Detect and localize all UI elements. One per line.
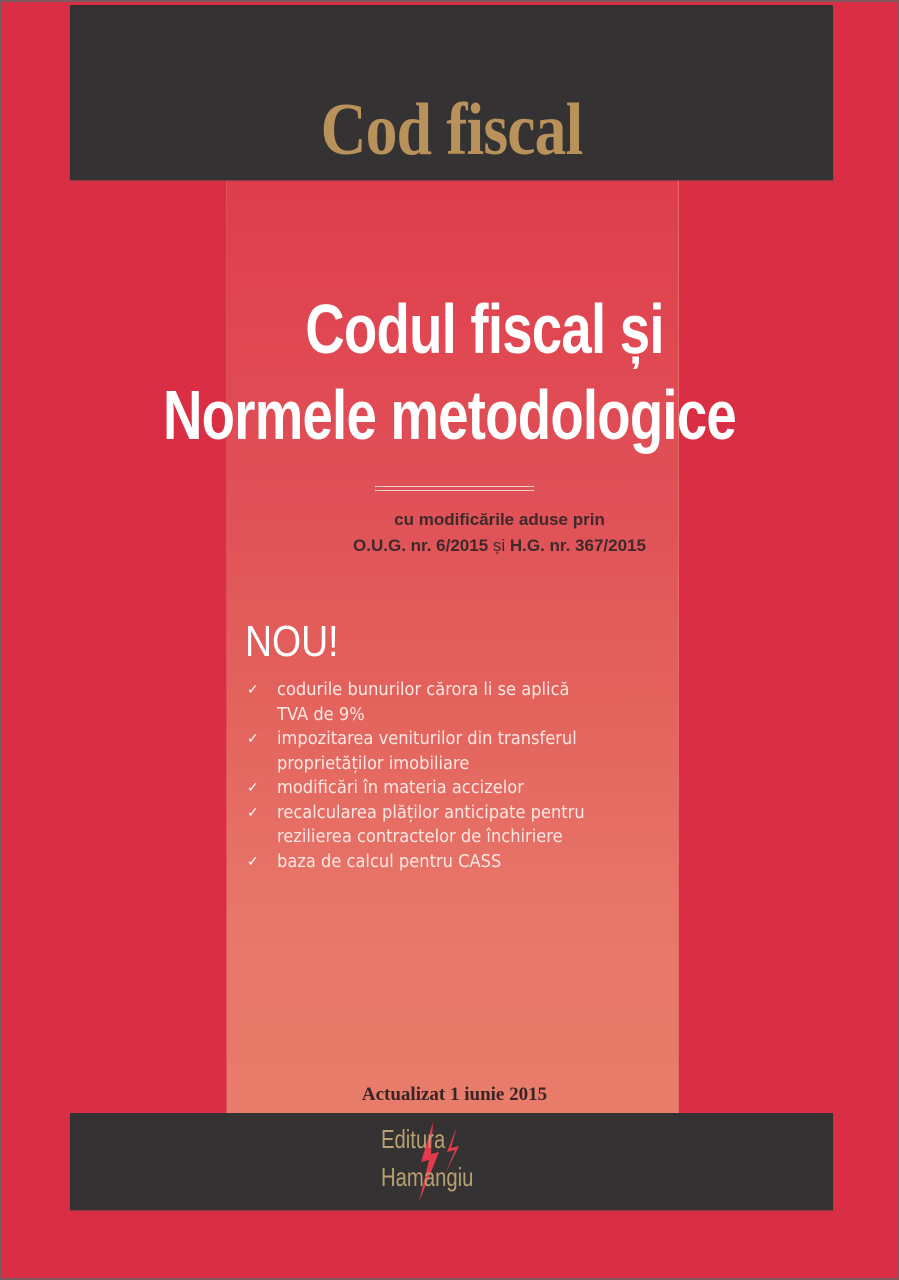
- top-title-bar: [70, 5, 833, 180]
- list-item: ✓ impozitarea veniturilor din transferul proprietăților imobiliare: [247, 729, 577, 774]
- subtitle-hg: H.G. nr. 367/2015: [505, 536, 646, 555]
- subtitle: [2, 507, 897, 559]
- check-icon: ✓: [247, 780, 259, 796]
- main-title: [2, 286, 897, 458]
- updated-date: Actualizat 1 iunie 2015: [361, 1084, 548, 1105]
- list-item: ✓ modificări în materia accizelor: [247, 776, 687, 801]
- subtitle-line1: cu modificările aduse prin: [394, 510, 605, 529]
- check-icon: ✓: [247, 731, 259, 747]
- main-title-line1: Codul fiscal și: [305, 290, 664, 368]
- list-item: ✓ recalcularea plăților anticipate pentru rezilierea contractelor de închiriere: [247, 802, 585, 847]
- list-item: ✓ codurile bunurilor cărora li se aplică TVA de 9%: [247, 680, 570, 725]
- check-icon: ✓: [247, 853, 259, 870]
- publisher-logo: [381, 1120, 531, 1204]
- publisher-line1: Editura: [381, 1124, 446, 1154]
- double-rule-divider: [375, 486, 534, 491]
- new-features-list: [247, 678, 687, 874]
- list-item: ✓ baza de calcul pentru CASS: [247, 850, 687, 875]
- new-heading: NOU!: [245, 617, 339, 666]
- series-title: Cod fiscal: [320, 89, 583, 171]
- publisher-line2: Hamangiu: [381, 1162, 474, 1192]
- subtitle-conjunction: și: [492, 536, 506, 555]
- subtitle-line2: [102, 533, 897, 559]
- main-title-line2: Normele metodologice: [163, 376, 736, 454]
- subtitle-oug: O.U.G. nr. 6/2015: [353, 536, 493, 555]
- check-icon: ✓: [247, 682, 259, 698]
- check-icon: ✓: [247, 804, 259, 821]
